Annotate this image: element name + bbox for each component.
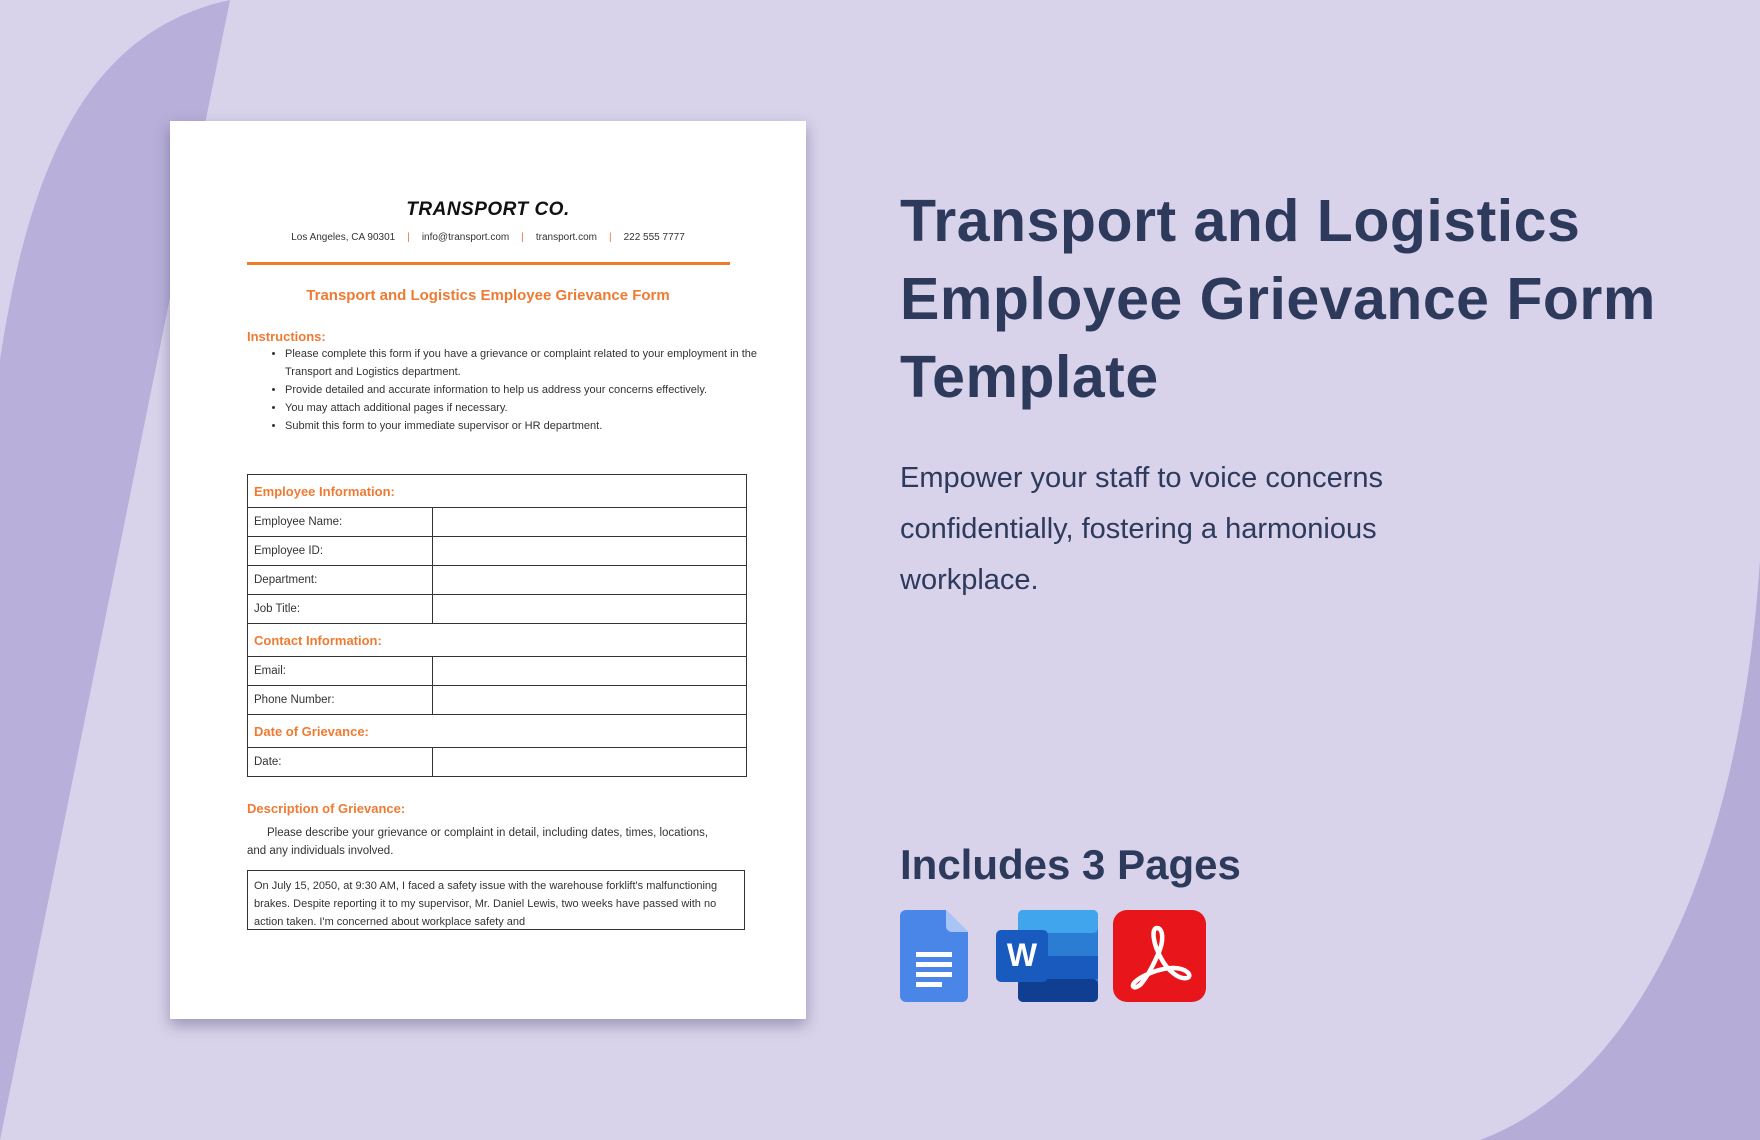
field-label: Phone Number: — [248, 686, 433, 715]
field-label: Department: — [248, 566, 433, 595]
contact-website: transport.com — [535, 232, 597, 243]
date-of-grievance-heading: Date of Grievance: — [248, 715, 747, 748]
instructions-heading: Instructions: — [247, 329, 326, 344]
employee-info-heading: Employee Information: — [248, 475, 747, 508]
svg-text:W: W — [1006, 937, 1038, 973]
contact-phone: 222 555 7777 — [623, 232, 685, 243]
header-divider — [247, 262, 730, 265]
field-label: Email: — [248, 657, 433, 686]
field-label: Employee Name: — [248, 508, 433, 537]
contact-email: info@transport.com — [421, 232, 510, 243]
subheadline: Empower your staff to voice concerns confidentially, fostering a harmonious workplace. — [900, 462, 1384, 596]
company-contact: Los Angeles, CA 90301 | info@transport.com | transport.com | 222 555 7777 — [291, 232, 685, 243]
email-field[interactable] — [433, 657, 747, 686]
google-docs-icon[interactable] — [900, 910, 968, 1002]
pages-count-label: Includes 3 Pages — [900, 841, 1241, 888]
table-row — [248, 537, 747, 566]
table-row — [248, 748, 747, 777]
information-table — [247, 474, 747, 777]
department-field[interactable] — [433, 566, 747, 595]
table-row — [248, 657, 747, 686]
table-row — [248, 508, 747, 537]
description-prompt: Please describe your grievance or complaint in detail, including dates, times, locations, and any individuals involved. — [247, 827, 709, 857]
instruction-item: • Provide detailed and accurate information to help us address your concerns effectively. — [285, 381, 765, 399]
instruction-item: • Submit this form to your immediate supervisor or HR department. — [285, 417, 765, 435]
instruction-item: • You may attach additional pages if necessary. — [285, 399, 765, 417]
company-name: TRANSPORT CO. — [406, 199, 570, 220]
phone-number-field[interactable] — [433, 686, 747, 715]
table-row — [248, 566, 747, 595]
microsoft-word-icon[interactable] — [996, 910, 1098, 1002]
form-title: Transport and Logistics Employee Grievance Form — [306, 287, 670, 304]
contact-address: Los Angeles, CA 90301 — [291, 232, 396, 243]
description-heading: Description of Grievance: — [247, 801, 406, 816]
field-label: Date: — [248, 748, 433, 777]
field-label: Employee ID: — [248, 537, 433, 566]
table-row — [248, 595, 747, 624]
description-field[interactable]: On July 15, 2050, at 9:30 AM, I faced a safety issue with the warehouse forklift's malfunctioning brakes. Despite reporting it to my supervisor, Mr. Daniel Lewis, two weeks have passed with no action taken. I'm concerned about workplace safety and — [247, 870, 745, 930]
field-label: Job Title: — [248, 595, 433, 624]
document-preview — [170, 121, 806, 1019]
instruction-item: • Please complete this form if you have a grievance or complaint related to your employment in the Transport and Logistics department. — [285, 345, 765, 381]
employee-name-field[interactable] — [433, 508, 747, 537]
instructions-list — [247, 345, 765, 435]
table-row — [248, 686, 747, 715]
contact-info-heading: Contact Information: — [248, 624, 747, 657]
job-title-field[interactable] — [433, 595, 747, 624]
employee-id-field[interactable] — [433, 537, 747, 566]
adobe-pdf-icon[interactable] — [1113, 910, 1206, 1002]
date-field[interactable] — [433, 748, 747, 777]
page-title: Transport and Logistics Employee Grievance Form Template — [900, 188, 1656, 410]
